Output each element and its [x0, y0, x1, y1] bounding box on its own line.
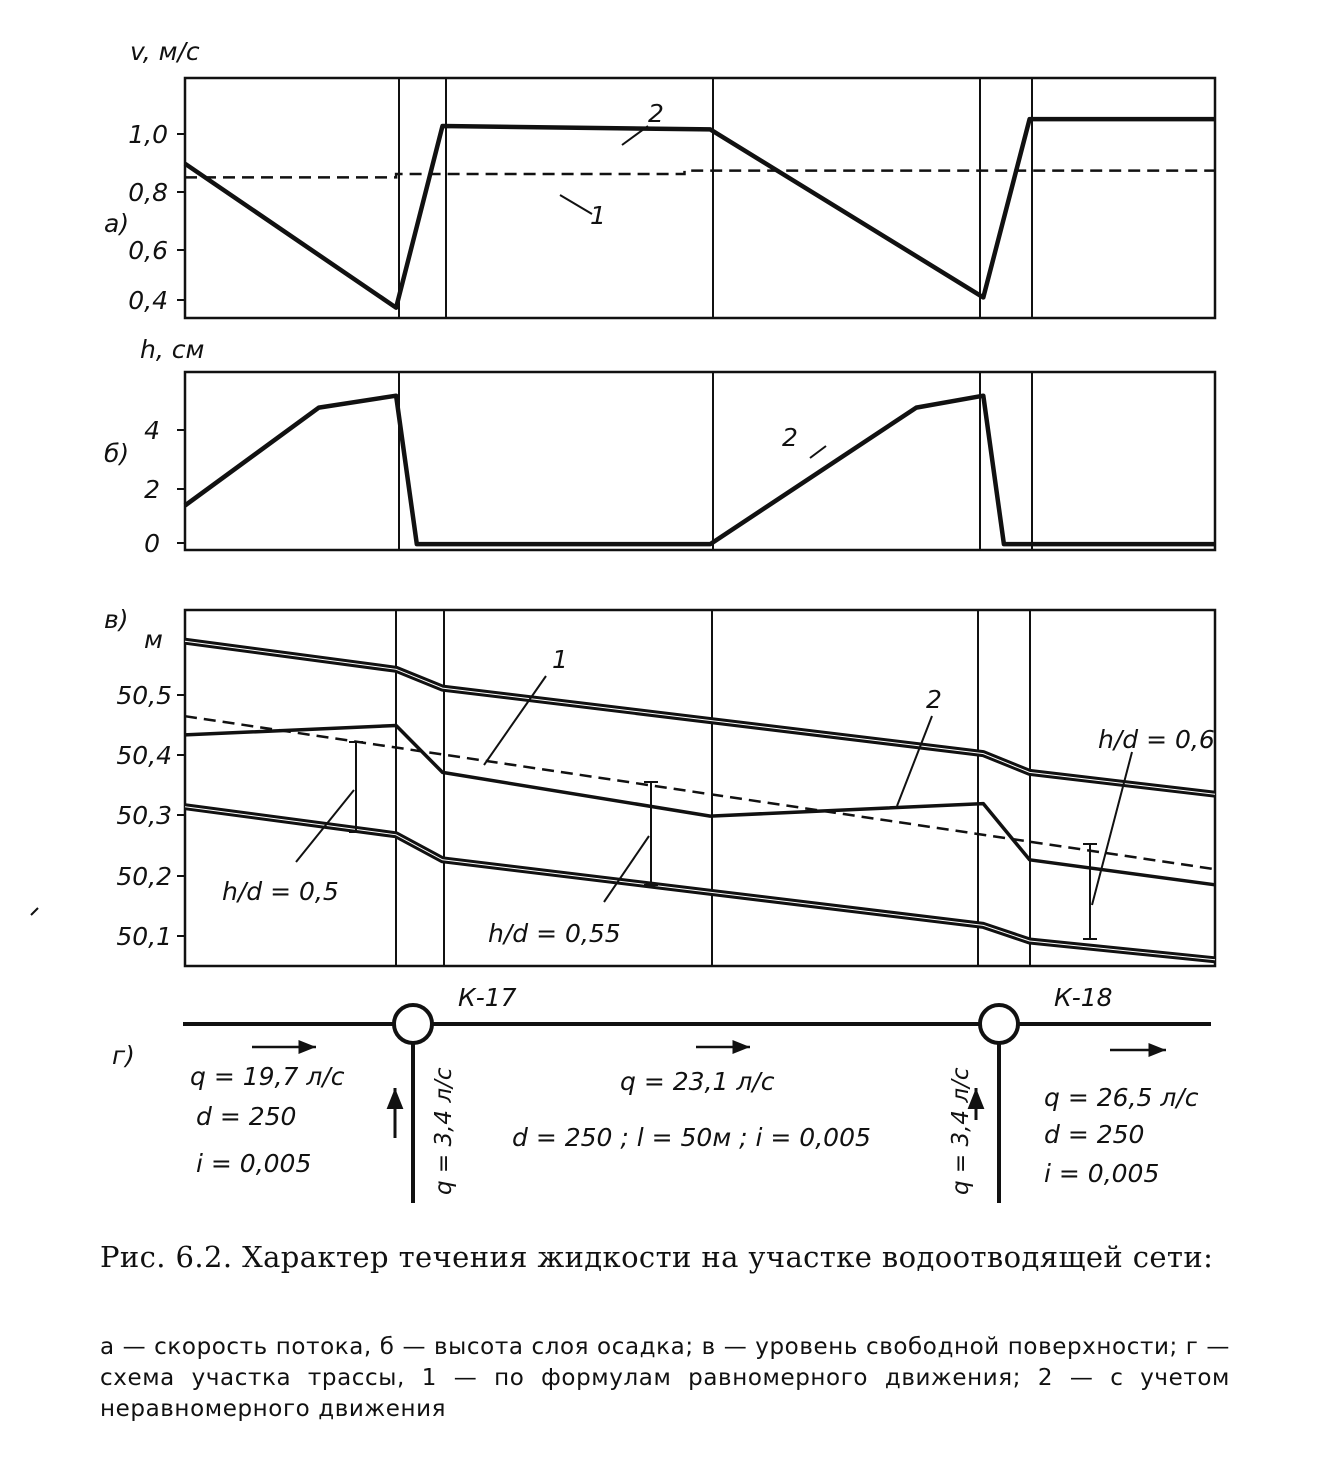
panel-v-label-1: 1	[552, 645, 568, 674]
sec3-q: q = 26,5 л/с	[1044, 1083, 1199, 1112]
depth-marker-1	[296, 742, 363, 862]
sec3-i: i = 0,005	[1044, 1159, 1160, 1188]
lateral2-q: q = 3,4 л/с	[948, 1067, 974, 1195]
hd-label-0-6: h/d = 0,6	[1098, 725, 1215, 754]
panel-a-frame	[185, 78, 1215, 318]
panel-v-series-2	[185, 726, 1215, 885]
panel-a-label-1: 1	[590, 201, 606, 230]
sec3-d: d = 250	[1044, 1120, 1145, 1149]
panel-b-frame	[185, 372, 1215, 550]
panel-a-label-2: 2	[648, 99, 664, 128]
sec1-d: d = 250	[196, 1102, 297, 1131]
panel-v-vlines	[396, 610, 1030, 966]
panel-b-tick-2: 2	[144, 475, 160, 504]
panel-a-series-1	[185, 171, 1215, 178]
panel-a-tick-1-0: 1,0	[128, 120, 168, 149]
panel-v-tick-50-4: 50,4	[116, 741, 172, 770]
panel-a-tick-0-4: 0,4	[128, 286, 168, 315]
panel-b-letter: б)	[104, 439, 130, 468]
manhole-k18	[980, 1005, 1018, 1043]
panel-v-axis-label: м	[144, 625, 163, 654]
manhole-k17	[394, 1005, 432, 1043]
sec2-q: q = 23,1 л/с	[620, 1067, 775, 1096]
hd-label-0-5: h/d = 0,5	[222, 877, 339, 906]
panel-v-series-1	[185, 716, 1215, 869]
panel-g-scheme	[112, 983, 1211, 1203]
panel-v-leader-1	[484, 676, 546, 765]
panel-v-label-2: 2	[926, 685, 942, 714]
lateral1-q: q = 3,4 л/с	[431, 1067, 457, 1195]
panel-b-vlines	[399, 372, 1032, 550]
panel-b-tick-4: 4	[144, 416, 160, 445]
panel-v-tick-50-2: 50,2	[116, 862, 172, 891]
scan-speck	[31, 908, 38, 915]
panel-v-pipe-crown	[185, 641, 1215, 794]
panel-a-axis-label: v, м/с	[130, 37, 200, 66]
sec1-i: i = 0,005	[196, 1149, 312, 1178]
panel-b-series-2	[185, 396, 1215, 544]
panel-b-axis-label: h, см	[140, 335, 205, 364]
panel-b-label-2: 2	[782, 423, 798, 452]
panel-v-pipe-invert	[185, 807, 1215, 960]
panel-a-velocity	[104, 37, 1215, 318]
panel-v-letter: в)	[104, 605, 129, 634]
panel-a-vlines	[399, 78, 1032, 318]
panel-b-sediment	[104, 335, 1215, 558]
hd-label-0-55: h/d = 0,55	[488, 919, 621, 948]
node-label-k17: К-17	[458, 983, 517, 1012]
panel-v-leader-2	[897, 716, 932, 806]
panel-g-letter: г)	[112, 1041, 135, 1070]
node-label-k18: К-18	[1054, 983, 1113, 1012]
panel-b-leader-2	[810, 446, 826, 458]
panel-a-tick-0-6: 0,6	[128, 236, 168, 265]
sec2-params: d = 250 ; l = 50м ; i = 0,005	[512, 1123, 871, 1152]
panel-v-water-level	[104, 605, 1215, 966]
sec1-q: q = 19,7 л/с	[190, 1062, 345, 1091]
panel-a-tick-0-8: 0,8	[128, 178, 168, 207]
panel-b-tick-0: 0	[144, 529, 160, 558]
panel-a-letter: а)	[104, 209, 130, 238]
panel-v-tick-50-3: 50,3	[116, 801, 172, 830]
panel-v-tick-50-1: 50,1	[116, 922, 172, 951]
panel-a-leader-1	[560, 195, 592, 214]
panel-a-series-2	[185, 119, 1215, 308]
figure-caption: Рис. 6.2. Характер течения жидкости на участке водоотводящей сети:	[100, 1240, 1214, 1274]
figure-legend: а — скорость потока, б — высота слоя осадка; в — уровень свободной поверхности; г — схема участка трассы, 1 — по формулам равномерного движения; 2 — с учетом неравномерного движения	[100, 1334, 1230, 1422]
panel-v-tick-50-5: 50,5	[116, 681, 172, 710]
